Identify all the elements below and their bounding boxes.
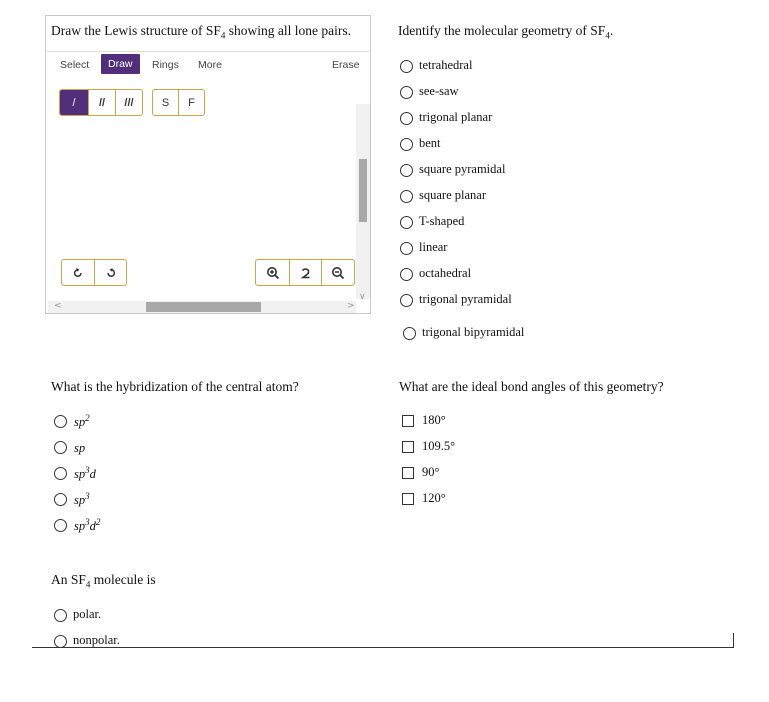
geometry-option-label: linear bbox=[419, 240, 448, 254]
polarity-option-label: nonpolar. bbox=[73, 633, 120, 647]
zoom-in-button[interactable] bbox=[256, 260, 289, 285]
geometry-option-label: square pyramidal bbox=[419, 162, 506, 176]
bond-angle-option-label: 90° bbox=[422, 465, 440, 479]
rings-tool[interactable]: Rings bbox=[152, 59, 179, 71]
horizontal-scrollbar-thumb[interactable] bbox=[146, 302, 261, 312]
geometry-radio-square-pyramidal[interactable] bbox=[400, 164, 413, 177]
zoom-in-icon bbox=[266, 266, 280, 280]
reset-zoom-button[interactable] bbox=[289, 260, 321, 285]
vertical-scrollbar-thumb[interactable] bbox=[359, 159, 367, 222]
bond-angles-question: What are the ideal bond angles of this geometry? bbox=[399, 379, 664, 394]
geometry-radio-trigonal-pyramidal[interactable] bbox=[400, 294, 413, 307]
bond-angle-option-label: 109.5° bbox=[422, 439, 456, 453]
geometry-radio-see-saw[interactable] bbox=[400, 86, 413, 99]
geometry-option-label: trigonal bipyramidal bbox=[422, 325, 525, 339]
select-tool[interactable]: Select bbox=[60, 59, 90, 71]
hybridization-option-label: sp bbox=[74, 441, 86, 456]
zoom-button-group bbox=[255, 259, 355, 286]
atom-button-s[interactable]: S bbox=[161, 96, 170, 109]
hybridization-option-label: $sp^2$ bbox=[74, 413, 90, 430]
geometry-question: Identify the molecular geometry of $SF_4$. bbox=[398, 23, 614, 41]
polarity-radio-polar[interactable] bbox=[54, 609, 67, 622]
hybridization-radio-sp3d2[interactable] bbox=[54, 519, 67, 532]
geometry-radio-octahedral[interactable] bbox=[400, 268, 413, 281]
hybridization-radio-sp[interactable] bbox=[54, 441, 67, 454]
history-button-group bbox=[61, 259, 127, 286]
hybridization-radio-sp3d[interactable] bbox=[54, 467, 67, 480]
editor-divider bbox=[46, 51, 370, 52]
geometry-option-label: see-saw bbox=[419, 84, 459, 98]
zoom-out-icon bbox=[331, 266, 345, 280]
polarity-option-label: polar. bbox=[73, 607, 102, 621]
geometry-radio-trigonal-planar[interactable] bbox=[400, 112, 413, 125]
geometry-radio-bent[interactable] bbox=[400, 138, 413, 151]
bond-angle-checkbox-180[interactable] bbox=[402, 415, 414, 427]
scroll-left-arrow-icon[interactable]: < bbox=[54, 301, 62, 311]
undo-icon bbox=[72, 267, 84, 279]
geometry-radio-t-shaped[interactable] bbox=[400, 216, 413, 229]
lewis-editor bbox=[45, 15, 371, 314]
bond-angle-checkbox-109[interactable] bbox=[402, 441, 414, 453]
bond-angle-option-label: 120° bbox=[422, 491, 446, 505]
bottom-divider-tick bbox=[733, 633, 734, 648]
draw-tool[interactable]: Draw bbox=[101, 54, 140, 74]
reset-zoom-icon bbox=[300, 267, 312, 279]
editor-title: Draw the Lewis structure of $SF_4$ showing all lone pairs. bbox=[51, 23, 351, 41]
bond-button-group bbox=[59, 89, 143, 116]
geometry-option-label: tetrahedral bbox=[419, 58, 473, 72]
geometry-option-label: square planar bbox=[419, 188, 486, 202]
triple-bond-button[interactable]: /// bbox=[115, 90, 142, 115]
more-tool[interactable]: More bbox=[198, 59, 222, 71]
hybridization-radio-sp2[interactable] bbox=[54, 415, 67, 428]
atom-button-f[interactable]: F bbox=[178, 90, 204, 115]
undo-button[interactable] bbox=[62, 260, 94, 285]
geometry-option-label: octahedral bbox=[419, 266, 472, 280]
geometry-radio-square-planar[interactable] bbox=[400, 190, 413, 203]
bottom-divider bbox=[32, 647, 734, 648]
double-bond-button[interactable]: // bbox=[88, 90, 115, 115]
geometry-option-label: trigonal pyramidal bbox=[419, 292, 512, 306]
hybridization-radio-sp3[interactable] bbox=[54, 493, 67, 506]
geometry-option-label: bent bbox=[419, 136, 441, 150]
hybridization-option-label: $sp^3$ bbox=[74, 491, 90, 508]
polarity-question: An $SF_4$ molecule is bbox=[51, 572, 156, 590]
hybridization-option-label: $sp^3d$ bbox=[74, 465, 96, 482]
geometry-radio-linear[interactable] bbox=[400, 242, 413, 255]
zoom-out-button[interactable] bbox=[321, 260, 354, 285]
geometry-option-label: T-shaped bbox=[419, 214, 465, 228]
erase-tool[interactable]: Erase bbox=[332, 59, 360, 71]
scroll-down-arrow-icon[interactable]: ∨ bbox=[359, 292, 366, 302]
redo-button[interactable] bbox=[94, 260, 126, 285]
hybridization-question: What is the hybridization of the central atom? bbox=[51, 379, 299, 394]
scroll-right-arrow-icon[interactable]: > bbox=[347, 301, 355, 311]
bond-angle-option-label: 180° bbox=[422, 413, 446, 427]
atom-button-group bbox=[152, 89, 205, 116]
geometry-option-label: trigonal planar bbox=[419, 110, 493, 124]
hybridization-option-label: $sp^3d^2$ bbox=[74, 517, 101, 534]
bond-angle-checkbox-90[interactable] bbox=[402, 467, 414, 479]
bond-angle-checkbox-120[interactable] bbox=[402, 493, 414, 505]
geometry-radio-tetrahedral[interactable] bbox=[400, 60, 413, 73]
geometry-radio-trigonal-bipyramidal[interactable] bbox=[403, 327, 416, 340]
redo-icon bbox=[105, 267, 117, 279]
single-bond-button[interactable]: / bbox=[60, 90, 88, 115]
